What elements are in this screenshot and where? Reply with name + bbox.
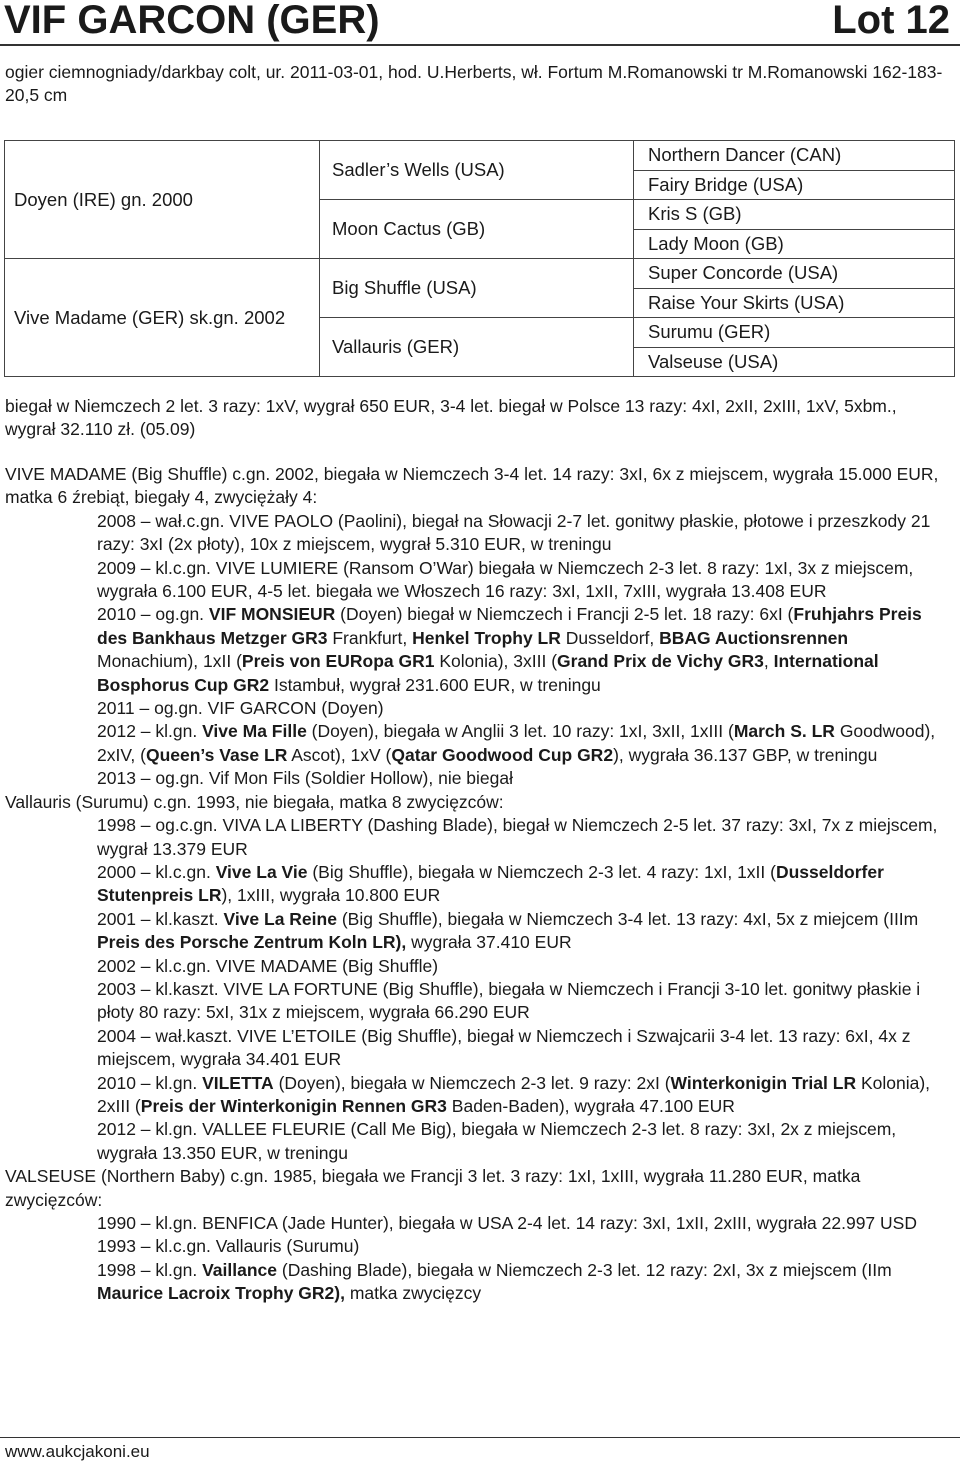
granddam-offspring-2000: 2000 – kl.c.gn. Vive La Vie (Big Shuffle), biegała w Niemczech 2-3 let. 4 razy: 1xI, 1xII (Dusseldorfer Stutenpreis LR), 1xIII, wygrała 10.800 EUR <box>97 861 884 906</box>
great-granddam-offspring-1993: 1993 – kl.c.gn. Vallauris (Surumu) <box>97 1236 360 1257</box>
pedigree-grandsire-1: Sadler’s Wells (USA) <box>320 141 634 200</box>
pedigree-ggp-3: Kris S (GB) <box>634 200 955 230</box>
great-granddam-intro: VALSEUSE (Northern Baby) c.gn. 1985, biegała we Francji 3 let. 3 razy: 1xI, 1xIII, wygrała 11.280 EUR, matka zwycięzców: <box>5 1166 861 1210</box>
pedigree-table <box>4 140 955 377</box>
offspring-2013: 2013 – og.gn. Vif Mon Fils (Soldier Hollow), nie biegał <box>97 768 514 789</box>
great-granddam-offspring-1990: 1990 – kl.gn. BENFICA (Jade Hunter), biegała w USA 2-4 let. 14 razy: 3xI, 1xII, 2xIII, wygrała 22.997 USD <box>97 1213 917 1233</box>
granddam-offspring-2001: 2001 – kl.kaszt. Vive La Reine (Big Shuffle), biegała w Niemczech 3-4 let. 13 razy: 4xI, 5x z miejcem (IIIm Preis des Porsche Zentrum Koln LR), wygrała 37.410 EUR <box>97 908 919 953</box>
pedigree-ggp-2: Fairy Bridge (USA) <box>634 170 955 200</box>
pedigree-ggp-4: Lady Moon (GB) <box>634 229 955 259</box>
pedigree-grandsire-3: Big Shuffle (USA) <box>320 259 634 318</box>
racing-record: biegał w Niemczech 2 let. 3 razy: 1xV, wygrał 650 EUR, 3-4 let. biegał w Polsce 13 razy: 4xI, 2xII, 2xIII, 1xV, 5xbm., wygrał 32.110 zł. (05.09) <box>5 396 897 439</box>
granddam-offspring-2004: 2004 – wał.kaszt. VIVE L’ETOILE (Big Shuffle), biegał w Niemczech i Szwajcarii 3-4 let. 13 razy: 6xI, 4x z miejscem, wygrała 34.401 EUR <box>97 1025 911 1070</box>
footer-url: www.aukcjakoni.eu <box>5 1442 150 1461</box>
footer-divider <box>0 1437 960 1438</box>
pedigree-sire: Doyen (IRE) gn. 2000 <box>5 141 320 259</box>
pedigree-ggp-1: Northern Dancer (CAN) <box>634 141 955 171</box>
granddam-offspring-2002: 2002 – kl.c.gn. VIVE MADAME (Big Shuffle) <box>97 955 439 976</box>
offspring-2008: 2008 – wał.c.gn. VIVE PAOLO (Paolini), biegał na Słowacji 2-7 let. gonitwy płaskie, płotowe i przeszkody 21 razy: 3xI (2x płoty), 10x z miejscem, wygrał 5.310 EUR, w treningu <box>97 510 931 555</box>
pedigree-dam: Vive Madame (GER) sk.gn. 2002 <box>5 259 320 377</box>
header-divider <box>0 44 960 46</box>
pedigree-ggp-6: Raise Your Skirts (USA) <box>634 288 955 318</box>
granddam-offspring-2010: 2010 – kl.gn. VILETTA (Doyen), biegała w Niemczech 2-3 let. 9 razy: 2xI (Winterkonigin Trial LR Kolonia), 2xIII (Preis der Winterkonigin Rennen GR3 Baden-Baden), wygrała 47.100 EUR <box>97 1072 931 1116</box>
granddam-offspring-2012: 2012 – kl.gn. VALLEE FLEURIE (Call Me Big), biegała w Niemczech 2-3 let. 8 razy: 3xI, 2x z miejscem, wygrała 13.350 EUR, w treningu <box>97 1119 897 1163</box>
pedigree-ggp-8: Valseuse (USA) <box>634 347 955 377</box>
offspring-2010: 2010 – og.gn. VIF MONSIEUR (Doyen) biegał w Niemczech i Francji 2-5 let. 18 razy: 6xI (Fruhjahrs Preis des Bankhaus Metzger GR3 Frankfurt, Henkel Trophy LR Dusseldorf, BBAG Auctionsrennen Monachium), 1xII (Preis von EURopa GR1 Kolonia), 3xIII (Grand Prix de Vichy GR3, International Bosphorus Cup GR2 Istambuł, wygrał 231.600 EUR, w treningu <box>97 604 922 695</box>
great-granddam-offspring-1998: 1998 – kl.gn. Vaillance (Dashing Blade), biegała w Niemczech 2-3 let. 12 razy: 2xI, 3x z miejscem (IIm Maurice Lacroix Trophy GR2), matka zwycięzcy <box>97 1259 892 1304</box>
granddam-offspring-1998: 1998 – og.c.gn. VIVA LA LIBERTY (Dashing Blade), biegał w Niemczech 2-5 let. 37 razy: 3xI, 7x z miejscem, wygrał 13.379 EUR <box>97 815 938 859</box>
lot-number: Lot 12 <box>832 0 950 42</box>
granddam-intro: Vallauris (Surumu) c.gn. 1993, nie biegała, matka 8 zwycięzców: <box>5 791 504 812</box>
offspring-2009: 2009 – kl.c.gn. VIVE LUMIERE (Ransom O’War) biegała w Niemczech 2-3 let. 8 razy: 1xI, 3x z miejscem, wygrała 6.100 EUR, 4-5 let. biegała we Włoszech 16 razy: 3xI, 1xII, 7xIII, wygrała 13.408 EUR <box>97 557 914 602</box>
pedigree-ggp-5: Super Concorde (USA) <box>634 259 955 289</box>
horse-name: VIF GARCON (GER) <box>4 0 380 42</box>
offspring-2011: 2011 – og.gn. VIF GARCON (Doyen) <box>97 698 384 719</box>
horse-details: ogier ciemnogniady/darkbay colt, ur. 2011-03-01, hod. U.Herberts, wł. Fortum M.Romanowski tr M.Romanowski 162-183-20,5 cm <box>5 62 943 105</box>
pedigree-grandsire-4: Vallauris (GER) <box>320 318 634 377</box>
dam-intro: VIVE MADAME (Big Shuffle) c.gn. 2002, biegała w Niemczech 3-4 let. 14 razy: 3xI, 6x z miejscem, wygrała 15.000 EUR, matka 6 źrebiąt, biegały 4, zwyciężały 4: <box>5 464 939 508</box>
pedigree-ggp-7: Surumu (GER) <box>634 318 955 348</box>
pedigree-grandsire-2: Moon Cactus (GB) <box>320 200 634 259</box>
offspring-2012: 2012 – kl.gn. Vive Ma Fille (Doyen), biegała w Anglii 3 let. 10 razy: 1xI, 3xII, 1xIII (March S. LR Goodwood), 2xIV, (Queen’s Vase LR Ascot), 1xV (Qatar Goodwood Cup GR2), wygrała 36.137 GBP, w treningu <box>97 721 936 765</box>
family-notes <box>5 463 940 1306</box>
granddam-offspring-2003: 2003 – kl.kaszt. VIVE LA FORTUNE (Big Shuffle), biegała w Niemczech i Francji 3-10 let. gonitwy płaskie i płoty 80 razy: 5xI, 31x z miejscem, wygrała 66.290 EUR <box>97 978 921 1023</box>
